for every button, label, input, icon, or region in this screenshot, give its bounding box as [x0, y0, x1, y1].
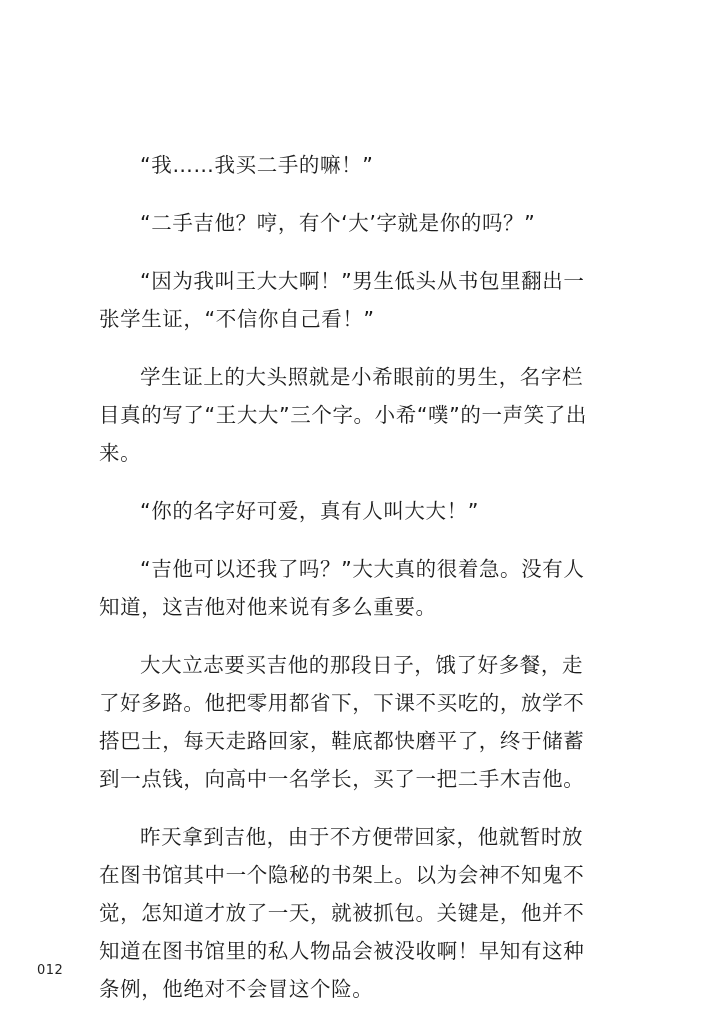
paragraph-4: 学生证上的大头照就是小希眼前的男生，名字栏目真的写了“王大大”三个字。小希“噗”的一声笑了出来。: [99, 365, 587, 465]
paragraph-5: “你的名字好可爱，真有人叫大大！”: [140, 499, 479, 523]
paragraph-3: “因为我叫王大大啊！”男生低头从书包里翻出一张学生证，“不信你自己看！”: [99, 269, 585, 331]
paragraph-1: “我……我买二手的嘛！”: [140, 153, 374, 177]
body-text: [99, 146, 599, 1028]
paragraph-7: 大大立志要买吉他的那段日子，饿了好多餐，走了好多路。他把零用都省下，下课不买吃的，放学不搭巴士，每天走路回家，鞋底都快磨平了，终于储蓄到一点钱，向高中一名学长，买了一把二手木吉他。: [99, 653, 585, 791]
paragraph-8: 昨天拿到吉他，由于不方便带回家，他就暂时放在图书馆其中一个隐秘的书架上。以为会神不知鬼不觉，怎知道才放了一天，就被抓包。关键是，他并不知道在图书馆里的私人物品会被没收啊！早知有这种条例，他绝对不会冒这个险。: [99, 825, 585, 1001]
paragraph-2: “二手吉他？哼，有个‘大’字就是你的吗？”: [140, 211, 536, 235]
paragraph-6: “吉他可以还我了吗？”大大真的很着急。没有人知道，这吉他对他来说有多么重要。: [99, 557, 585, 619]
page-number: 012: [37, 963, 64, 978]
